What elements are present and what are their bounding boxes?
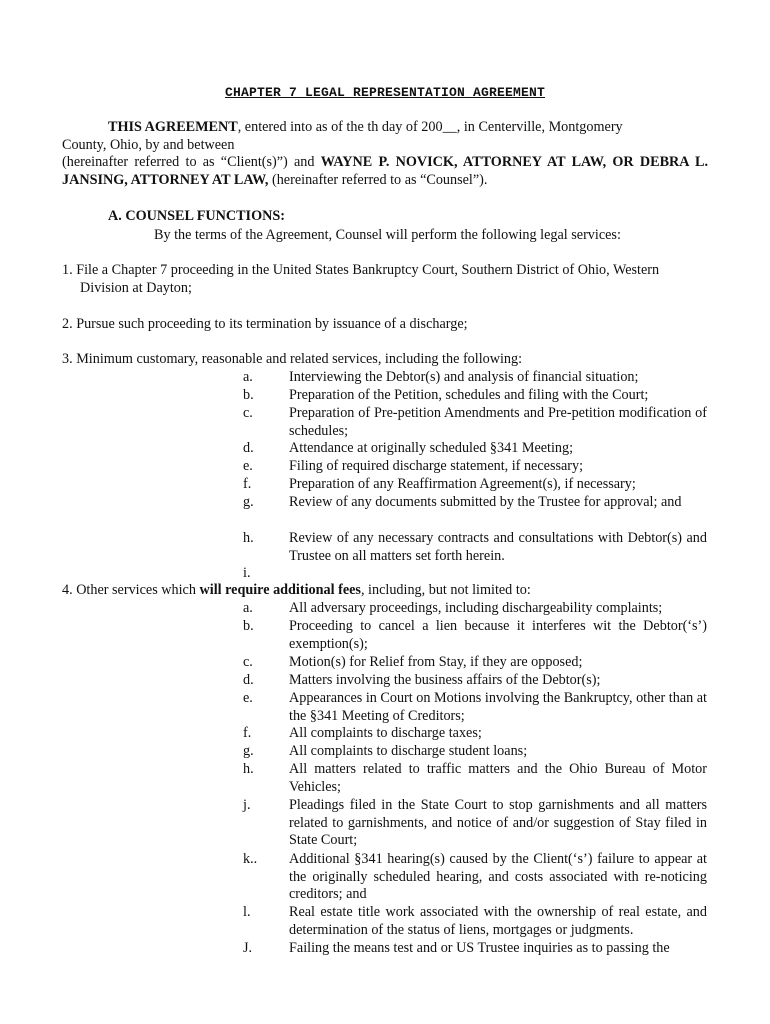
sub-item-text: All complaints to discharge student loans;: [289, 743, 528, 759]
sub-item-letter: h.: [243, 761, 254, 777]
item-4: [62, 582, 708, 600]
item-4-bold: will require additional fees: [199, 582, 361, 598]
sub-item-text: Pleadings filed in the State Court to stop garnishments and all matters related to garnishments, and notice of and/or suggestion of Stay filed in State Court;: [289, 797, 707, 849]
sub-item-letter: i.: [243, 565, 251, 581]
page-title: CHAPTER 7 LEGAL REPRESENTATION AGREEMENT: [224, 85, 546, 100]
item-2: 2. Pursue such proceeding to its termination by issuance of a discharge;: [62, 316, 468, 332]
sub-item-letter: c.: [243, 405, 253, 421]
sub-item-letter: d.: [243, 440, 254, 456]
sub-item-text: Real estate title work associated with the ownership of real estate, and determination of the status of liens, mortgages or judgments.: [289, 904, 707, 938]
intro-line-1-rest: , entered into as of the th day of 200__, in Centerville, Montgomery: [237, 119, 623, 135]
intro-line-1: [62, 119, 708, 137]
sub-item-letter: d.: [243, 672, 254, 688]
sub-item-text: Additional §341 hearing(s) caused by the Client(‘s’) failure to appear at the originally scheduled hearing, and costs associated with re-noticing creditors; and: [289, 851, 707, 903]
sub-item-text: Failing the means test and or US Trustee inquiries as to passing the: [289, 940, 670, 956]
sub-item-text: Preparation of the Petition, schedules and filing with the Court;: [289, 387, 649, 403]
intro-line-3-post: (hereinafter referred to as “Counsel”).: [268, 171, 488, 188]
sub-item-letter: g.: [243, 743, 254, 759]
sub-item-text: Preparation of any Reaffirmation Agreement(s), if necessary;: [289, 476, 636, 492]
item-1-line-2: Division at Dayton;: [80, 279, 192, 296]
item-1: [62, 262, 708, 297]
sub-item-letter: e.: [243, 690, 253, 706]
sub-item-letter: k..: [243, 851, 258, 867]
item-4-pre: 4. Other services which: [62, 582, 200, 598]
sub-item-text: Interviewing the Debtor(s) and analysis of financial situation;: [289, 369, 639, 385]
sub-item-letter: b.: [243, 618, 254, 634]
sub-item-letter: l.: [243, 904, 251, 920]
intro-line-3: [62, 154, 708, 189]
sub-item-text: Appearances in Court on Motions involving the Bankruptcy, other than at the §341 Meeting of Creditors;: [289, 690, 707, 724]
sub-item-text: All complaints to discharge taxes;: [289, 725, 482, 741]
sub-item-text: All matters related to traffic matters and the Ohio Bureau of Motor Vehicles;: [289, 761, 707, 795]
sub-item-text: Proceeding to cancel a lien because it interferes wit the Debtor(‘s’) exemption(s);: [289, 618, 707, 652]
intro-line-2: County, Ohio, by and between: [62, 136, 235, 153]
sub-item-letter: f.: [243, 476, 252, 492]
sub-item-text: Review of any necessary contracts and consultations with Debtor(s) and Trustee on all matters set forth herein.: [289, 530, 707, 564]
item-3: 3. Minimum customary, reasonable and related services, including the following:: [62, 351, 523, 367]
sub-item-letter: e.: [243, 458, 253, 474]
sub-item-text: Filing of required discharge statement, if necessary;: [289, 458, 584, 474]
sub-item-letter: b.: [243, 387, 254, 403]
item-1-line-1: 1. File a Chapter 7 proceeding in the United States Bankruptcy Court, Southern District of Ohio, Western: [62, 262, 660, 278]
sub-item-letter: a.: [243, 600, 253, 616]
item-4-post: , including, but not limited to:: [360, 582, 531, 598]
intro-lead: THIS AGREEMENT: [108, 119, 238, 135]
sub-item-letter: f.: [243, 725, 252, 741]
sub-item-text: Preparation of Pre-petition Amendments and Pre-petition modification of schedules;: [289, 405, 707, 439]
sub-item-letter: a.: [243, 369, 253, 385]
sub-item-text: Attendance at originally scheduled §341 Meeting;: [289, 440, 574, 456]
sub-item-letter: h.: [243, 530, 254, 546]
sub-item-letter: J.: [243, 940, 253, 956]
counsel-names: WAYNE P. NOVICK, ATTORNEY AT LAW, OR DEBRA L. JANSING, ATTORNEY AT LAW,: [62, 154, 708, 188]
sub-item-text: Motion(s) for Relief from Stay, if they are opposed;: [289, 654, 583, 670]
sub-item-text: Review of any documents submitted by the Trustee for approval; and: [289, 494, 682, 510]
sub-item-text: Matters involving the business affairs of the Debtor(s);: [289, 672, 601, 688]
sub-item-letter: g.: [243, 494, 254, 510]
sub-item-letter: j.: [243, 797, 251, 813]
section-a-intro: By the terms of the Agreement, Counsel will perform the following legal services:: [154, 227, 621, 243]
sub-item-letter: c.: [243, 654, 253, 670]
sub-item-text: All adversary proceedings, including dischargeability complaints;: [289, 600, 663, 616]
intro-paragraph: [62, 119, 708, 189]
intro-line-3-pre: (hereinafter referred to as “Client(s)”) and: [62, 154, 321, 171]
section-a-heading: A. COUNSEL FUNCTIONS:: [108, 208, 285, 224]
